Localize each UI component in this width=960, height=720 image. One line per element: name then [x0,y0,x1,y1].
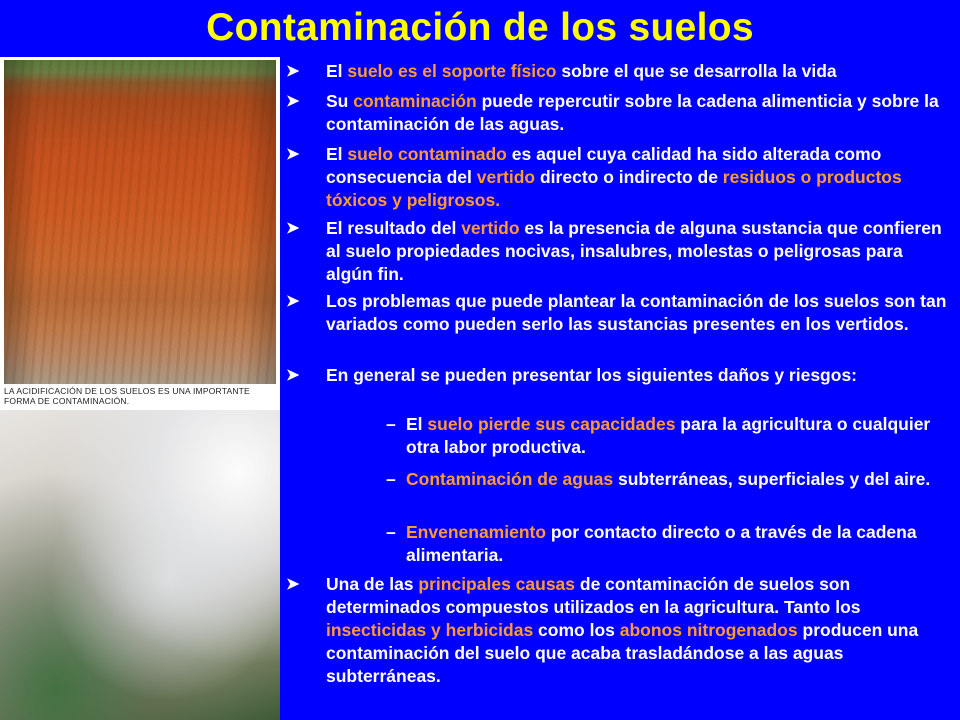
highlighted-text: insecticidas y herbicidas [326,620,534,640]
arrow-bullet-icon: ➤ [286,93,300,110]
highlighted-text: contaminación [353,91,477,111]
bullet-text [326,60,954,83]
text-run: por contacto directo o a través de la cadena alimentaria. [406,522,917,565]
highlighted-text: principales causas [418,574,576,594]
text-run: El [326,144,348,164]
highlighted-text: Contaminación de aguas [406,469,614,489]
text-run: El resultado del [326,218,462,238]
text-run: producen una contaminación del suelo que acaba trasladándose a las aguas subterráneas. [326,620,919,686]
highlighted-text: suelo contaminado [347,144,507,164]
bullet-item [286,364,954,387]
text-run: Los problemas que puede plantear la contaminación de los suelos son tan variados como pueden serlo las sustancias presentes en los vertidos. [326,291,947,334]
bullet-text [326,217,954,286]
highlighted-text: suelo pierde sus capacidades [427,414,676,434]
arrow-bullet-icon: ➤ [286,293,300,310]
dash-marker: – [386,414,396,434]
sub-item-text [406,465,936,493]
text-run: subterráneas, superficiales y del aire. [613,469,931,489]
text-run: Su [326,91,354,111]
highlighted-text: Envenenamiento [406,522,547,542]
text-run: directo o indirecto de [535,167,723,187]
sub-item-text [406,521,960,567]
bullet-text [326,364,954,387]
bullet-item [286,573,954,688]
smoke-landscape-photo [0,410,280,720]
sub-item [386,521,960,567]
soil-profile-image [4,60,276,384]
text-run: sobre el que se desarrolla la vida [556,61,837,81]
bullet-item [286,90,954,136]
highlighted-text: abonos nitrogenados [619,620,798,640]
highlighted-text: vertido [461,218,520,238]
bullet-text [326,290,954,336]
bullet-item [286,60,954,83]
soil-profile-photo [0,57,280,410]
text-run: El [326,61,348,81]
arrow-bullet-icon: ➤ [286,220,300,237]
highlighted-text: vertido [476,167,536,187]
slide-title: Contaminación de los suelos [206,6,754,49]
text-run: es aquel cuya calidad ha sido alterada como consecuencia del [326,144,882,187]
photo-caption: LA ACIDIFICACIÓN DE LOS SUELOS ES UNA IMPORTANTE FORMA DE CONTAMINACIÓN. [4,386,250,406]
text-run: puede repercutir sobre la cadena alimenticia y sobre la contaminación de las aguas. [326,91,939,134]
bullet-text [326,143,954,212]
dash-marker: – [386,469,396,489]
highlighted-text: residuos o productos tóxicos y peligrosos. [326,167,902,210]
text-run: Una de las [326,574,419,594]
text-run: es la presencia de alguna sustancia que confieren al suelo propiedades nocivas, insalubres, molestas o peligrosas para algún fin. [326,218,942,284]
sub-item-text [406,413,960,459]
arrow-bullet-icon: ➤ [286,63,300,80]
sub-item [386,465,936,493]
dash-marker: – [386,522,396,542]
arrow-bullet-icon: ➤ [286,576,300,593]
text-run: como los [533,620,620,640]
bullet-item [286,143,954,212]
text-run: El [406,414,428,434]
arrow-bullet-icon: ➤ [286,367,300,384]
bullet-item [286,290,954,336]
sub-item [386,413,960,459]
text-run: de contaminación de suelos son determinados compuestos utilizados en la agricultura. Tanto los [326,574,861,617]
bullet-text [326,90,954,136]
bullet-item [286,217,954,286]
highlighted-text: suelo es el soporte físico [347,61,557,81]
text-run: para la agricultura o cualquier otra labor productiva. [406,414,931,457]
text-run: En general se pueden presentar los siguientes daños y riesgos: [326,365,857,385]
arrow-bullet-icon: ➤ [286,146,300,163]
bullet-text [326,573,954,688]
